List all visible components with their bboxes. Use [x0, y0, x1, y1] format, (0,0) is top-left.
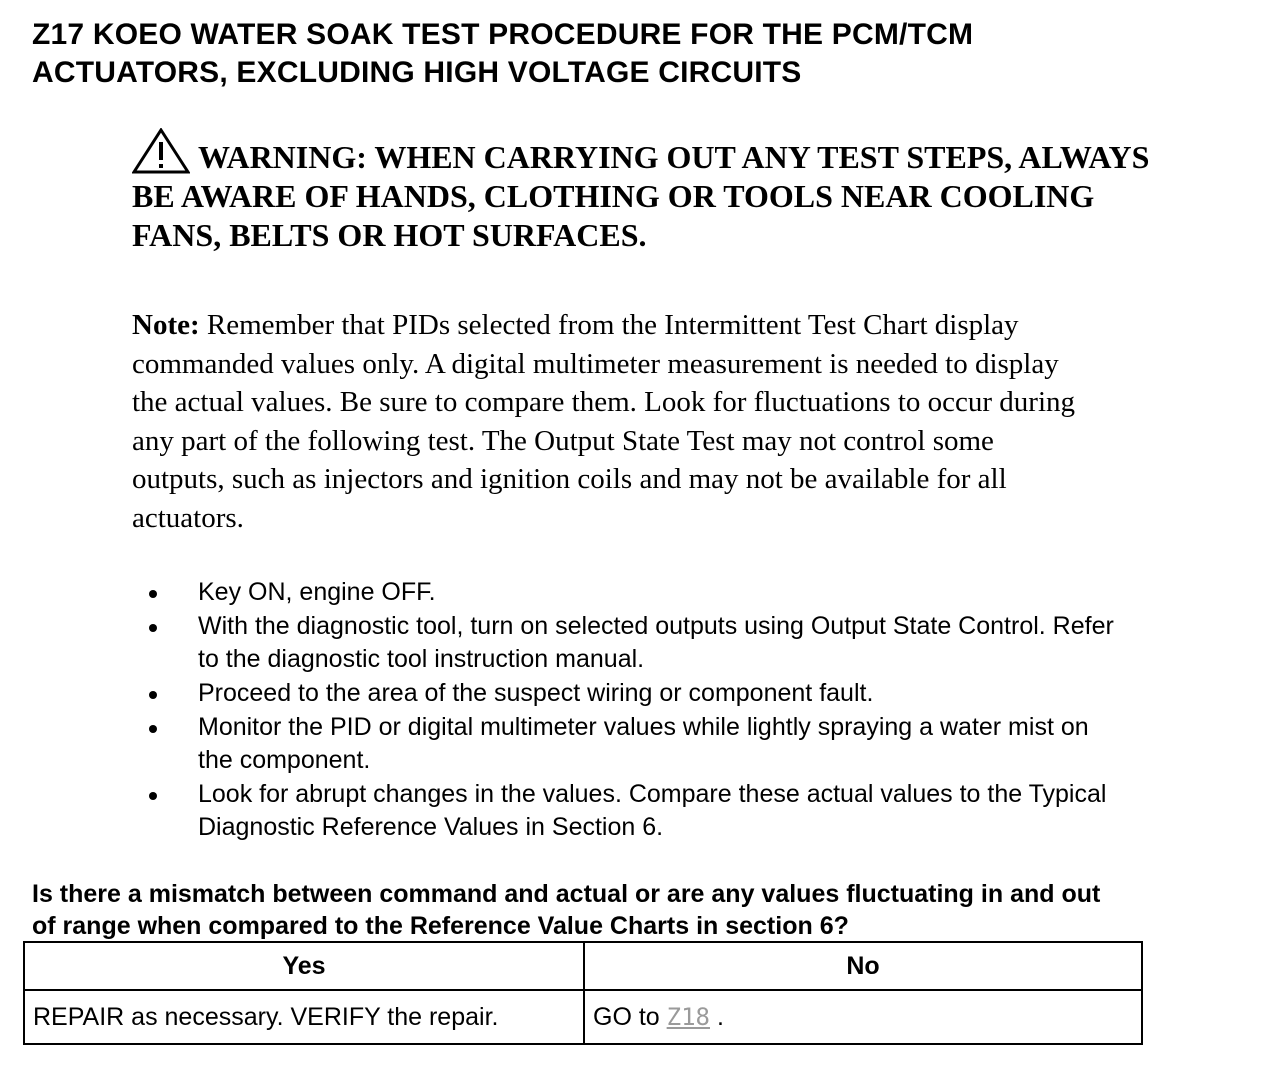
- note-line: outputs, such as injectors and ignition coils and may not be available for all: [132, 463, 1007, 495]
- step-text: the component.: [198, 746, 371, 774]
- step-text: Look for abrupt changes in the values. Compare these actual values to the Typical: [198, 780, 1107, 808]
- list-item: [140, 677, 1240, 710]
- note-line: commanded values only. A digital multimeter measurement is needed to display: [132, 347, 1059, 380]
- no-action-suffix: .: [710, 1002, 724, 1031]
- step-text: Monitor the PID or digital multimeter values while lightly spraying a water mist on: [198, 713, 1089, 741]
- decision-table: [23, 941, 1143, 1045]
- note-text: Remember that PIDs selected from the Intermittent Test Chart display: [199, 309, 1019, 341]
- list-item: [140, 711, 1240, 777]
- z18-link[interactable]: Z18: [666, 1002, 710, 1031]
- step-text: Proceed to the area of the suspect wiring or component fault.: [198, 679, 874, 707]
- step-text: Diagnostic Reference Values in Section 6.: [198, 813, 664, 841]
- title-line: ACTUATORS, EXCLUDING HIGH VOLTAGE CIRCUITS: [32, 56, 802, 89]
- bullet-icon: [149, 624, 157, 632]
- note-line: the actual values. Be sure to compare them. Look for fluctuations to occur during: [132, 386, 1076, 418]
- table-header-row: [24, 942, 1142, 990]
- warning-triangle-icon: [132, 128, 190, 174]
- note-line: actuators.: [132, 501, 244, 534]
- bullet-icon: [149, 725, 157, 733]
- bullet-icon: [149, 691, 157, 699]
- note-block: [132, 306, 1242, 537]
- no-action-cell: [584, 990, 1142, 1044]
- bullet-icon: [149, 590, 157, 598]
- list-item: [140, 610, 1240, 676]
- question-line: of range when compared to the Reference Value Charts in section 6?: [32, 912, 849, 940]
- note-label: Note:: [132, 309, 200, 341]
- page-title: [32, 16, 1232, 92]
- warning-line: [132, 128, 1232, 177]
- question-line: Is there a mismatch between command and actual or are any values fluctuating in and out: [32, 880, 1101, 908]
- note-line: any part of the following test. The Output State Test may not control some: [132, 424, 994, 457]
- no-header: No: [584, 942, 1142, 990]
- yes-header: Yes: [24, 942, 584, 990]
- warning-line: FANS, BELTS OR HOT SURFACES.: [132, 217, 647, 253]
- warning-text: WARNING: WHEN CARRYING OUT ANY TEST STEPS, ALWAYS: [198, 139, 1150, 175]
- step-text: to the diagnostic tool instruction manual.: [198, 645, 645, 673]
- yes-action-cell: REPAIR as necessary. VERIFY the repair.: [24, 990, 584, 1044]
- table-row: [24, 990, 1142, 1044]
- warning-block: [132, 128, 1232, 255]
- step-text: With the diagnostic tool, turn on selected outputs using Output State Control. Refer: [198, 612, 1114, 640]
- note-line: [132, 306, 1242, 345]
- step-text: Key ON, engine OFF.: [198, 578, 436, 606]
- no-action-prefix: GO to: [593, 1002, 667, 1031]
- warning-line: BE AWARE OF HANDS, CLOTHING OR TOOLS NEAR COOLING: [132, 178, 1095, 214]
- test-steps-list: [140, 576, 1240, 845]
- decision-question: [32, 878, 1242, 942]
- list-item: [140, 576, 1240, 609]
- title-line: Z17 KOEO WATER SOAK TEST PROCEDURE FOR THE PCM/TCM: [32, 18, 974, 51]
- list-item: [140, 778, 1240, 844]
- bullet-icon: [149, 792, 157, 800]
